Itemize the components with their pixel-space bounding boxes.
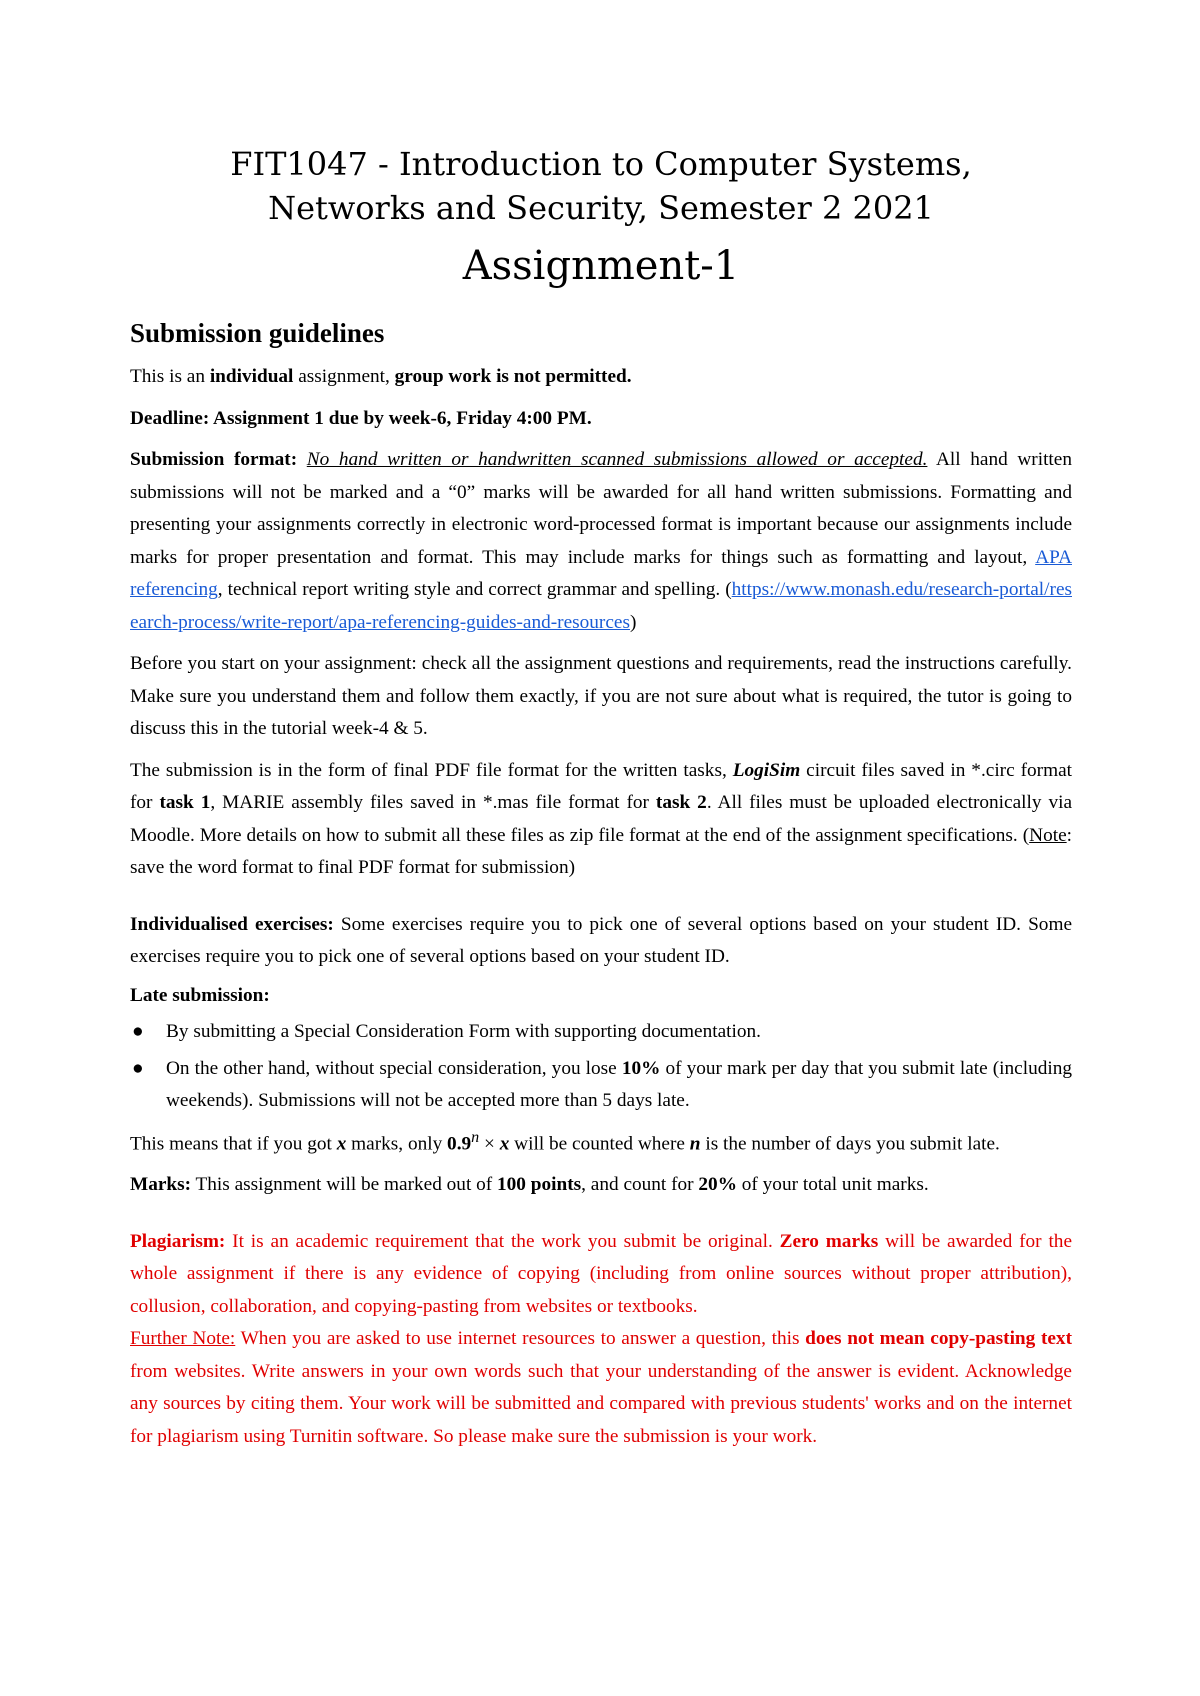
apa-referencing-link[interactable]: APA referencing	[130, 546, 1072, 600]
text: )	[629, 611, 637, 633]
monash-apa-url-link[interactable]: https://www.monash.edu/research-portal/research-process/write-report/apa-referencing-guides-and-resources	[130, 579, 1072, 633]
text: is the number of days you submit late.	[700, 1132, 1000, 1154]
bold-text: task 2	[655, 792, 707, 813]
bold-text: 100 points	[497, 1174, 582, 1196]
text: assignment,	[293, 366, 395, 387]
text: . All files must be uploaded electronically via Moodle. More details on how to submit all these files as zip file format at the end of the assignment specifications. (	[130, 792, 1073, 846]
text: ×	[479, 1132, 500, 1154]
text: : save the word format to final PDF format for submission)	[130, 824, 1072, 878]
further-note-label: Further Note:	[130, 1328, 236, 1350]
formula-paragraph	[130, 1122, 1072, 1161]
format-label: Submission format:	[130, 449, 298, 470]
late-label: Late submission:	[130, 984, 270, 1006]
bold-text: 10%	[621, 1057, 661, 1079]
list-item	[130, 1016, 1072, 1049]
bold-text: does not mean copy-pasting text	[805, 1328, 1072, 1350]
marks-paragraph	[130, 1169, 1072, 1202]
bold-text: individual	[209, 366, 294, 387]
bold-text: Zero marks	[779, 1230, 879, 1252]
text: will be counted where	[509, 1132, 690, 1154]
text: This is an	[130, 366, 210, 387]
math-x: x	[499, 1132, 510, 1154]
text: All hand written submissions will not be marked and a “0” marks will be awarded for all hand written submissions. Formatting and presenting your assignments correctly in electronic word-processed format is important because our assignments include marks for proper presentation and format. This may include marks for things such as formatting and layout,	[130, 449, 1072, 568]
course-title-line-2: Networks and Security, Semester 2 2021	[268, 189, 934, 227]
submission-form-paragraph	[130, 755, 1072, 885]
text: of your mark per day that you submit late (including weekends). Submissions will not be accepted more than 5 days late.	[166, 1057, 1072, 1111]
bullet-icon: ●	[132, 1021, 144, 1042]
individualised-paragraph	[130, 909, 1072, 974]
section-heading: Submission guidelines	[130, 318, 385, 348]
before-you-start-paragraph: Before you start on your assignment: check all the assignment questions and requirements, read the instructions carefully. Make sure you understand them and follow them exactly, if you are not sure about what is required, the tutor is going to discuss this in the tutorial week-4 & 5.	[130, 653, 1072, 739]
text: This assignment will be marked out of	[191, 1174, 498, 1196]
text: By submitting a Special Consideration Form with supporting documentation.	[166, 1021, 761, 1042]
late-submission-list	[130, 1016, 1072, 1118]
assignment-title: Assignment-1	[462, 243, 740, 289]
further-note-paragraph	[130, 1323, 1072, 1453]
logisim-text: LogiSim	[732, 759, 801, 781]
bold-text: 20%	[698, 1174, 737, 1196]
individual-paragraph	[130, 361, 1072, 394]
title-block	[130, 0, 1072, 292]
bold-text: group work is not permitted.	[394, 366, 632, 387]
late-submission-heading	[130, 980, 1072, 1013]
deadline-paragraph	[130, 403, 1072, 436]
math-n: n	[689, 1132, 701, 1154]
text: , MARIE assembly files saved in *.mas file format for	[210, 792, 656, 813]
individualised-label: Individualised exercises:	[130, 913, 334, 935]
course-title-line-1: FIT1047 - Introduction to Computer Systems,	[230, 145, 972, 183]
text: from websites. Write answers in your own words such that your understanding of the answer is evident. Acknowledge any sources by citing them. Your work will be submitted and compared with previous students' works and on the internet for plagiarism using Turnitin software. So please make sure the submission is your work.	[130, 1360, 1072, 1447]
bold-text: task 1	[159, 792, 211, 813]
deadline-text: Deadline: Assignment 1 due by week-6, Friday 4:00 PM.	[130, 407, 592, 429]
text: of your total unit marks.	[736, 1174, 929, 1196]
format-underlined-text: No hand written or handwritten scanned submissions allowed or accepted.	[306, 449, 928, 470]
text: will be awarded for the whole assignment if there is any evidence of copying (including from online sources without proper attribution), collusion, collaboration, and copying-pasting from websites or textbooks.	[130, 1230, 1073, 1317]
list-item	[130, 1053, 1072, 1118]
math-x: x	[336, 1132, 347, 1154]
marks-label: Marks:	[130, 1174, 192, 1196]
plagiarism-paragraph	[130, 1226, 1072, 1324]
text: , and count for	[581, 1174, 699, 1196]
text: When you are asked to use internet resources to answer a question, this	[235, 1328, 806, 1350]
note-text: Note	[1029, 824, 1067, 846]
submission-format-paragraph	[130, 444, 1072, 639]
text: Some exercises require you to pick one of several options based on your student ID. Some exercises require you to pick one of several options based on your student ID.	[130, 913, 1073, 967]
text: This means that if you got	[130, 1132, 337, 1154]
math-exponent: n	[471, 1128, 480, 1146]
text: It is an academic requirement that the work you submit be original.	[225, 1230, 780, 1252]
text: marks, only	[346, 1132, 448, 1154]
text: circuit files saved in *.circ format for	[130, 759, 1072, 813]
math-base: 0.9	[447, 1132, 472, 1154]
plagiarism-label: Plagiarism:	[130, 1230, 226, 1252]
text: The submission is in the form of final PDF file format for the written tasks,	[130, 759, 733, 781]
text: On the other hand, without special consideration, you lose	[166, 1057, 622, 1079]
text: , technical report writing style and correct grammar and spelling. (	[217, 579, 732, 600]
bullet-icon: ●	[132, 1057, 144, 1079]
